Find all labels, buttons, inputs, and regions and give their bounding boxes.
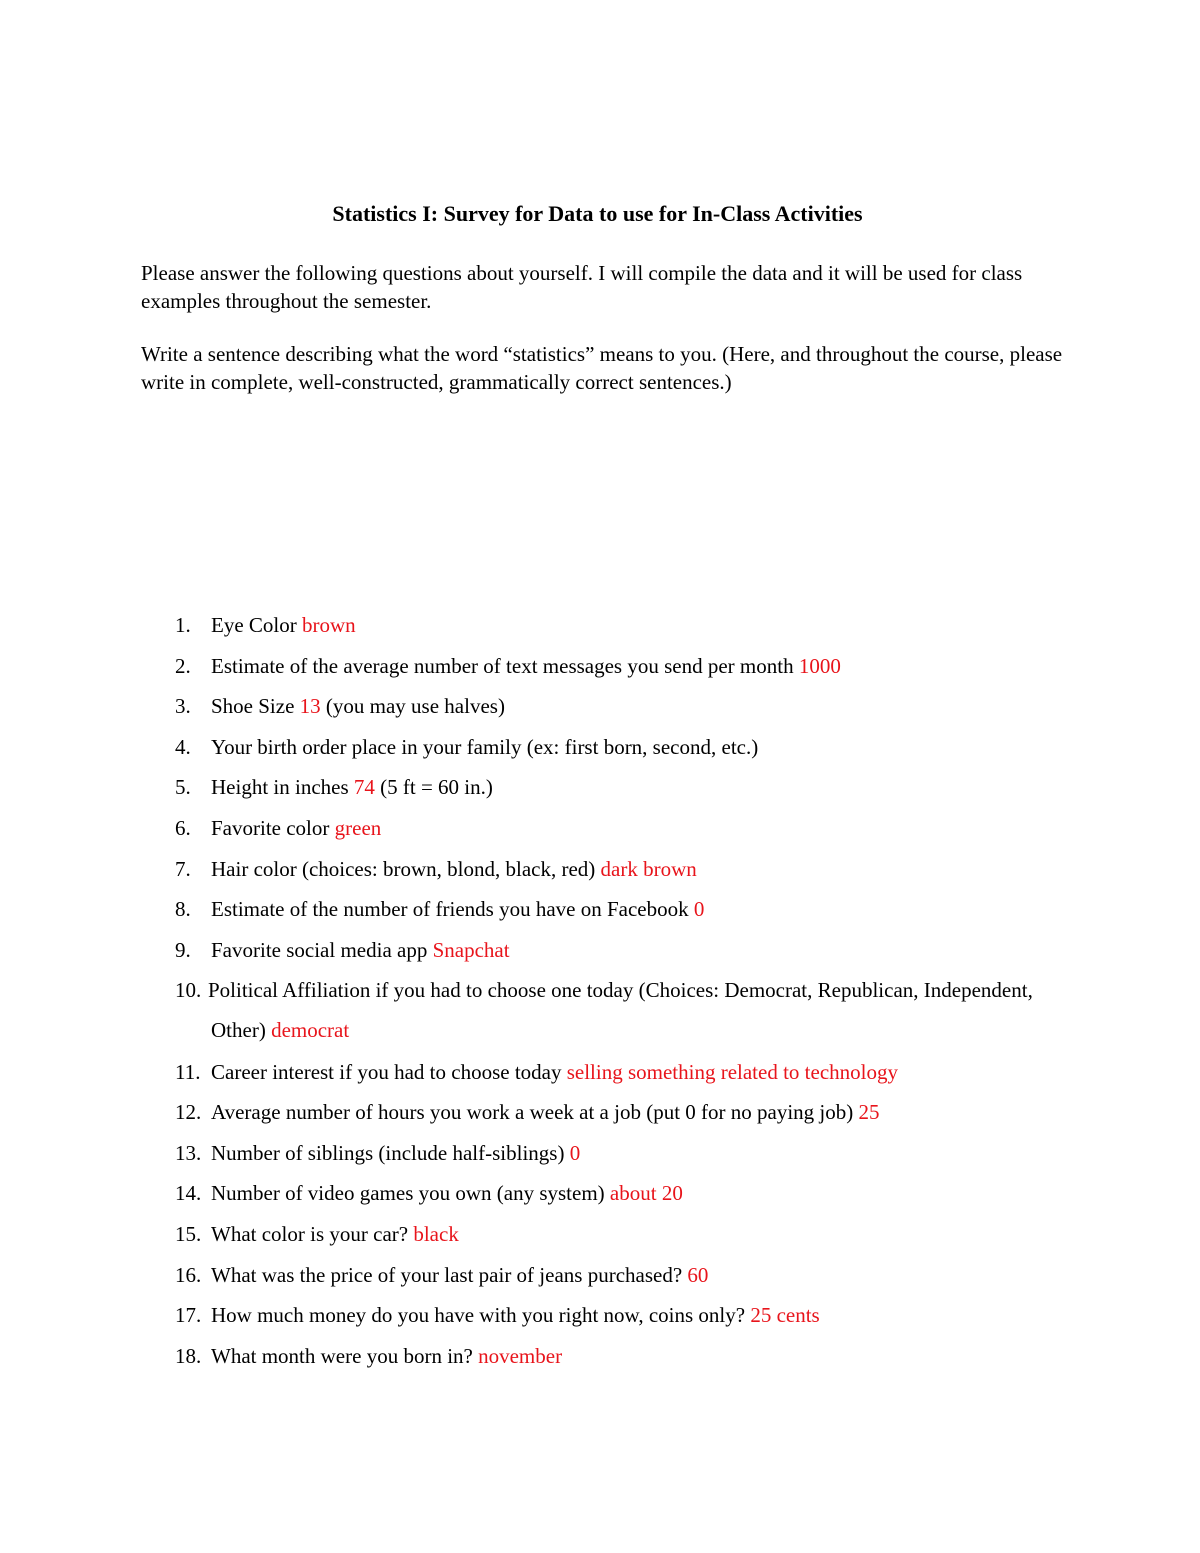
page-title: Statistics I: Survey for Data to use for In-Class Activities [332,201,863,226]
question-text: Estimate of the number of friends you have on Facebook [211,897,694,922]
question-item [0,1342,1200,1383]
question-number: 5. [175,775,191,800]
question-text: Your birth order place in your family (ex: first born, second, etc.) [211,734,759,759]
answer-text: 13 [299,694,321,719]
answer-text: green [334,815,382,840]
answer-text: black [413,1221,459,1246]
question-item [0,733,1200,774]
question-number: 7. [175,856,191,881]
statistics-prompt: Write a sentence describing what the word “statistics” means to you. (Here, and throughout the course, please write in complete, well-constructed, grammatically correct sentences.) [141,342,1063,394]
answer-text: 1000 [798,653,841,678]
question-text: What color is your car? [211,1221,414,1246]
question-item [0,1301,1200,1342]
question-text: Favorite color [211,815,335,840]
answer-text: 0 [569,1140,581,1165]
question-number: 12. [175,1100,202,1125]
question-number: 8. [175,897,191,922]
question-item [0,1139,1200,1180]
question-item [0,1261,1200,1302]
question-item [0,611,1200,652]
question-item [0,895,1200,936]
answer-text: 60 [687,1262,709,1287]
question-item [0,976,1200,1057]
answer-text: 0 [693,897,705,922]
question-text: What month were you born in? [211,1343,479,1368]
answer-text: selling something related to technology [566,1059,898,1084]
question-number: 13. [175,1140,202,1165]
question-number: 11. [175,1059,201,1084]
question-text: Eye Color [211,613,302,637]
question-item [0,855,1200,896]
answer-text: 74 [353,775,375,800]
question-number: 4. [175,734,191,759]
answer-text: democrat [271,1018,350,1043]
intro-paragraph: Please answer the following questions about yourself. I will compile the data and it will be used for class examples throughout the semester. [141,261,1023,313]
question-item [0,773,1200,814]
question-number: 15. [175,1221,202,1246]
question-item [0,1179,1200,1220]
question-text: Shoe Size [211,694,300,719]
question-item [0,652,1200,693]
answer-text: about 20 [609,1181,683,1206]
answer-text: dark brown [600,856,697,881]
answer-text: Snapchat [432,937,510,962]
question-list [0,611,1200,1382]
question-item [0,1058,1200,1099]
question-number: 16. [175,1262,202,1287]
question-number: 17. [175,1303,202,1328]
question-number: 18. [175,1343,202,1368]
answer-text: november [478,1343,563,1368]
question-number: 9. [175,937,191,962]
question-suffix: (you may use halves) [320,694,505,719]
question-number: 1. [175,613,191,637]
question-number: 2. [175,653,191,678]
answer-text: brown [301,613,356,637]
question-number: 10. [175,978,202,1003]
question-text: Career interest if you had to choose today [211,1059,567,1084]
question-item [0,692,1200,733]
question-suffix: (5 ft = 60 in.) [374,775,493,800]
question-text: Estimate of the average number of text messages you send per month [211,653,799,678]
question-item [0,1098,1200,1139]
question-item [0,1220,1200,1261]
question-text: Number of video games you own (any system) [211,1181,610,1206]
question-text: How much money do you have with you right now, coins only? [211,1303,751,1328]
question-item [0,814,1200,855]
question-text: Height in inches [211,775,354,800]
answer-text: 25 cents [750,1303,820,1328]
question-text: Hair color (choices: brown, blond, black, red) [211,856,601,881]
question-text: Favorite social media app [211,937,433,962]
question-text: Average number of hours you work a week at a job (put 0 for no paying job) [211,1100,859,1125]
question-text: What was the price of your last pair of jeans purchased? [211,1262,688,1287]
question-text: Political Affiliation if you had to choose one today (Choices: Democrat, Republican, Independent, Other) [208,978,1033,1043]
question-text: Number of siblings (include half-siblings) [211,1140,570,1165]
question-number: 3. [175,694,191,719]
answer-text: 25 [858,1100,880,1125]
question-number: 6. [175,815,191,840]
question-number: 14. [175,1181,202,1206]
